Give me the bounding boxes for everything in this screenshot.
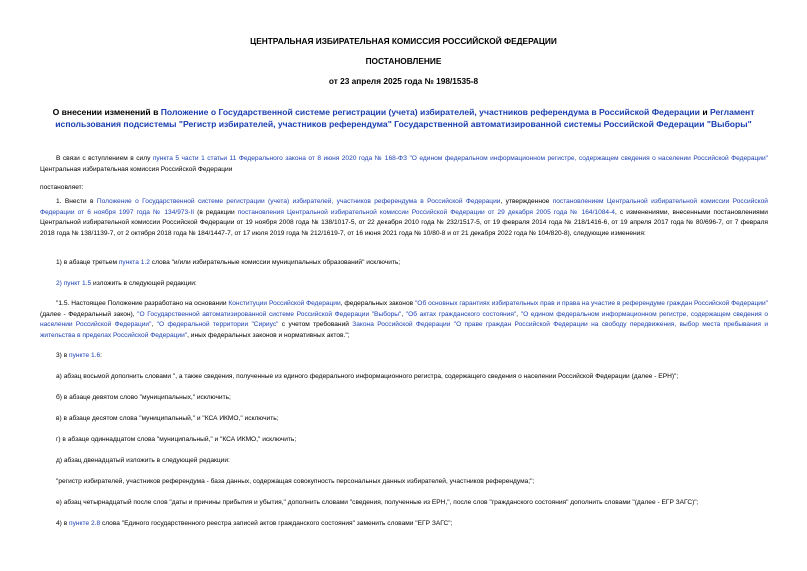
q15-text-h: , иных федеральных законов и нормативных актов."; [187, 331, 350, 339]
movement-law-link[interactable]: Закона Российской Федерации "О праве граждан Российской Федерации на свободу передвижения, выбор места пребывания и жительства в пределах Российской Федерации" [40, 321, 769, 339]
item-4 [40, 519, 768, 529]
guarantees-law-link[interactable]: "Об основных гарантиях избирательных прав и права на участие в референдуме граждан Российской Федерации" [414, 300, 769, 307]
quote-register-definition: "регистр избирателей, участников референдума - база данных, содержащая совокупность персональных данных избирателей, участников референдума;"; [56, 478, 535, 485]
p1-regulation-link[interactable]: Положение о Государственной системе регистрации (учета) избирателей, участников референдума в Российской Федерации [96, 198, 501, 205]
q15-text-d: , [401, 310, 406, 318]
gas-vybory-law-link[interactable]: "О Государственной автоматизированной системе Российской Федерации "Выборы" [137, 310, 402, 318]
p1-text-c: (в редакции [194, 208, 238, 216]
preamble [40, 154, 768, 175]
p1-text-e: , следующие изменения: [569, 229, 646, 237]
subitem-e: е) абзац четырнадцатый после слов "даты и причины прибытия и убытия," дополнить словами "сведения, полученные из ЕРН,", после слов "гражданского состояния" дополнить словами "(далее - ЕГР ЗАГС)"; [56, 499, 699, 506]
subitem-b: б) в абзаце девятом слово "муниципальных," исключить; [56, 394, 231, 401]
resolves-label: постановляет: [40, 184, 84, 191]
p1-resolution-1997-link[interactable]: постановлением Центральной избирательной комиссии Российской Федерации от 6 ноября 1997 года № 134/973-II [40, 198, 768, 216]
p1-resolution-2005-link[interactable]: постановления Центральной избирательной комиссии Российской Федерации от 29 декабря 2005 года № 164/1084-4 [237, 208, 615, 216]
regulation-link[interactable]: Положение о Государственной системе регистрации (учета) избирателей, участников референдума в Российской Федерации [160, 107, 700, 117]
preamble-text-a: В связи с вступлением в силу [56, 155, 153, 162]
item-2-link[interactable]: 2) пункт 1.5 [56, 280, 92, 287]
subitem-a: а) абзац восьмой дополнить словами ", а также сведения, полученные из единого федерального информационного регистра, содержащего сведения о населении Российской Федерации (далее - ЕРН)"; [56, 373, 679, 380]
document-title [40, 107, 767, 130]
document-date-number: от 23 апреля 2025 года № 198/1535-8 [328, 76, 479, 86]
quote-1-5 [40, 299, 768, 341]
p1-text-a: 1. Внести в [56, 198, 97, 205]
sirius-law-link[interactable]: "О федеральной территории "Сириус" [156, 321, 279, 328]
item-3 [40, 351, 768, 361]
paragraph-1 [40, 197, 768, 239]
reglament-link[interactable]: Регламент использования подсистемы "Регистр избирателей, участников референдума" Государственной автоматизированной системы Российской Федерации "Выборы" [55, 107, 755, 129]
federal-law-link[interactable]: пункта 5 части 1 статьи 11 Федерального закона от 8 июня 2020 года № 168-ФЗ "О едином федеральном информационном регистре, содержащем сведения о населении Российской Федерации" [152, 155, 768, 162]
title-text-1: О внесении изменений в [52, 107, 161, 117]
q15-text-c: (далее - Федеральный закон), [40, 310, 138, 318]
ern-law-link[interactable]: "О едином федеральном информационном регистре, содержащем сведения о населении Российской Федерации" [40, 310, 768, 328]
title-text-2: и [699, 107, 710, 117]
preamble-text-b: Центральная избирательная комиссия Российской Федерации [40, 165, 233, 173]
q15-text-a: "1.5. Настоящее Положение разработано на основании [56, 300, 229, 307]
p1-text-d: , с изменениями, внесенными постановлениями Центральной избирательной комиссии Российской Федерации от 19 ноября 2008 года № 138/1017-5, от 22 декабря 2010 года № 232/1517-5, от 19 февраля 2014 года № 218/1416-6, от 19 апреля 2017 года № 80/696-7, от 7 февраля 2018 года № 138/1139-7, от 2 октября 2018 года № 184/1447-7, от 17 июля 2019 года № 212/1619-7, от 16 июня 2021 года № 10/80-8 и от 21 декабря 2022 года № 104/820-8) [40, 208, 768, 237]
q15-text-e: , [516, 310, 521, 318]
p1-text-b: , утвержденное [500, 198, 553, 205]
item-4-text-b: слова "Единого государственного реестра записей актов гражданского состояния" заменить словами "ЕГР ЗАГС"; [100, 520, 453, 527]
document-type: ПОСТАНОВЛЕНИЕ [365, 56, 442, 66]
item-1-link[interactable]: пункта 1.2 [118, 259, 150, 266]
commission-name: ЦЕНТРАЛЬНАЯ ИЗБИРАТЕЛЬНАЯ КОМИССИЯ РОССИЙСКОЙ ФЕДЕРАЦИИ [250, 36, 557, 46]
item-4-text-a: 4) в [56, 520, 70, 527]
subitem-g: г) в абзаце одиннадцатом слова "муниципальный," и "КСА ИКМО," исключить; [56, 436, 297, 443]
subitem-d: д) абзац двенадцатый изложить в следующей редакции: [56, 457, 230, 464]
civil-status-law-link[interactable]: "Об актах гражданского состояния" [405, 310, 517, 318]
q15-text-g: с учетом требований [278, 321, 353, 328]
item-3-text-a: 3) в [56, 352, 70, 359]
item-3-link[interactable]: пункте 1.6 [69, 352, 101, 359]
q15-text-b: , федеральных законов [340, 300, 415, 307]
item-2 [40, 279, 768, 289]
item-1-text-b: слова "и/или избирательные комиссии муниципальных образований" исключить; [149, 259, 401, 266]
subitem-v: в) в абзаце десятом слова "муниципальный," и "КСА ИКМО," исключить; [56, 415, 279, 422]
item-2-text: изложить в следующей редакции: [91, 280, 197, 287]
item-4-link[interactable]: пункте 2.8 [69, 520, 101, 527]
item-1-text-a: 1) в абзаце третьем [56, 259, 119, 266]
item-3-text-b: : [100, 352, 102, 359]
q15-text-f: , [151, 321, 157, 328]
constitution-link[interactable]: Конституции Российской Федерации [228, 300, 341, 307]
item-1 [40, 258, 768, 268]
